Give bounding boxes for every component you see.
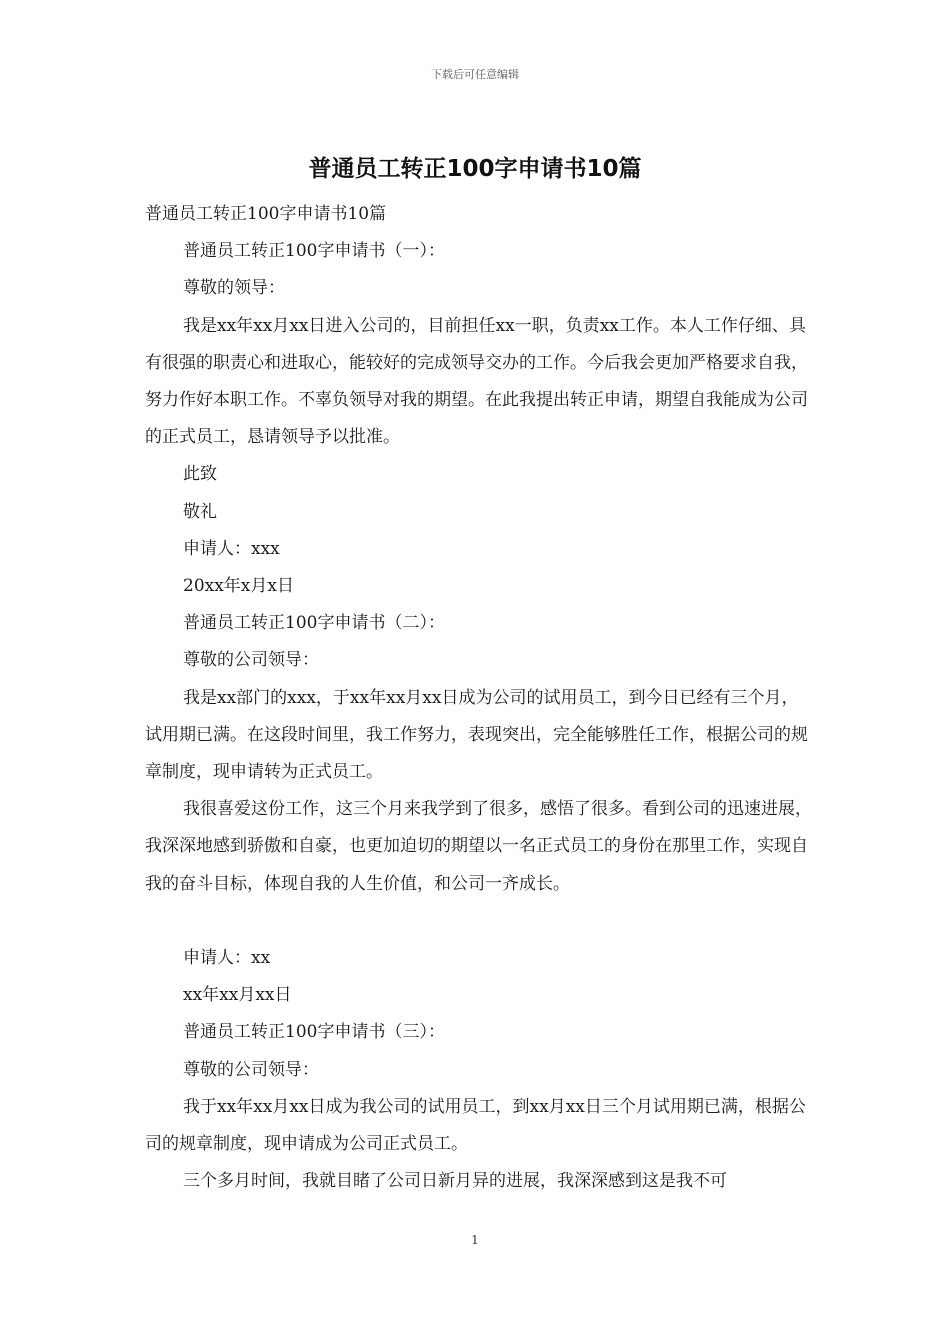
salutation-2: 尊敬的公司领导： xyxy=(183,650,319,671)
section-heading-2: 普通员工转正100字申请书（二）： xyxy=(183,613,445,634)
body-paragraph: 我是xx年xx月xx日进入公司的，目前担任xx一职，负责xx工作。本人工作仔细、具有很强的职责心和进取心，能较好的完成领导交办的工作。今后我会更加严格要求自我，努力作好本职工作。不辜负领导对我的期望。在此我提出转正申请，期望自我能成为公司的正式员工，恳请领导予以批准。 xyxy=(145,315,808,448)
date-line: xx年xx月xx日 xyxy=(183,985,292,1006)
salutation-1: 尊敬的领导： xyxy=(183,278,285,299)
page-header-note: 下载后可任意编辑 xyxy=(431,68,519,81)
page-number: 1 xyxy=(471,1233,479,1247)
applicant-line: 申请人：xxx xyxy=(183,538,280,559)
closing-line: 敬礼 xyxy=(183,501,217,522)
body-paragraph: 三个多月时间，我就目睹了公司日新月异的进展，我深深感到这是我不可 xyxy=(183,1171,727,1192)
section-heading-3: 普通员工转正100字申请书（三）： xyxy=(183,1022,445,1043)
body-paragraph: 我很喜爱这份工作，这三个月来我学到了很多，感悟了很多。看到公司的迅速进展，我深深地感到骄傲和自豪，也更加迫切的期望以一名正式员工的身份在那里工作，实现自我的奋斗目标，体现自我的人生价值，和公司一齐成长。 xyxy=(145,799,812,894)
closing-line: 此致 xyxy=(183,464,217,485)
subtitle-line: 普通员工转正100字申请书10篇 xyxy=(145,204,387,224)
body-paragraph: 我是xx部门的xxx，于xx年xx月xx日成为公司的试用员工，到今日已经有三个月，试用期已满。在这段时间里，我工作努力，表现突出，完全能够胜任工作，根据公司的规章制度，现申请转为正式员工。 xyxy=(145,687,808,783)
date-line: 20xx年x月x日 xyxy=(183,576,294,597)
salutation-3: 尊敬的公司领导： xyxy=(183,1059,319,1080)
blank-line xyxy=(145,903,815,940)
section-heading-1: 普通员工转正100字申请书（一）： xyxy=(183,241,445,262)
body-paragraph: 我于xx年xx月xx日成为我公司的试用员工，到xx月xx日三个月试用期已满，根据公司的规章制度，现申请成为公司正式员工。 xyxy=(145,1096,806,1155)
document-body xyxy=(145,196,815,1200)
applicant-line: 申请人：xx xyxy=(183,948,271,969)
document-title: 普通员工转正100字申请书10篇 xyxy=(308,156,642,182)
